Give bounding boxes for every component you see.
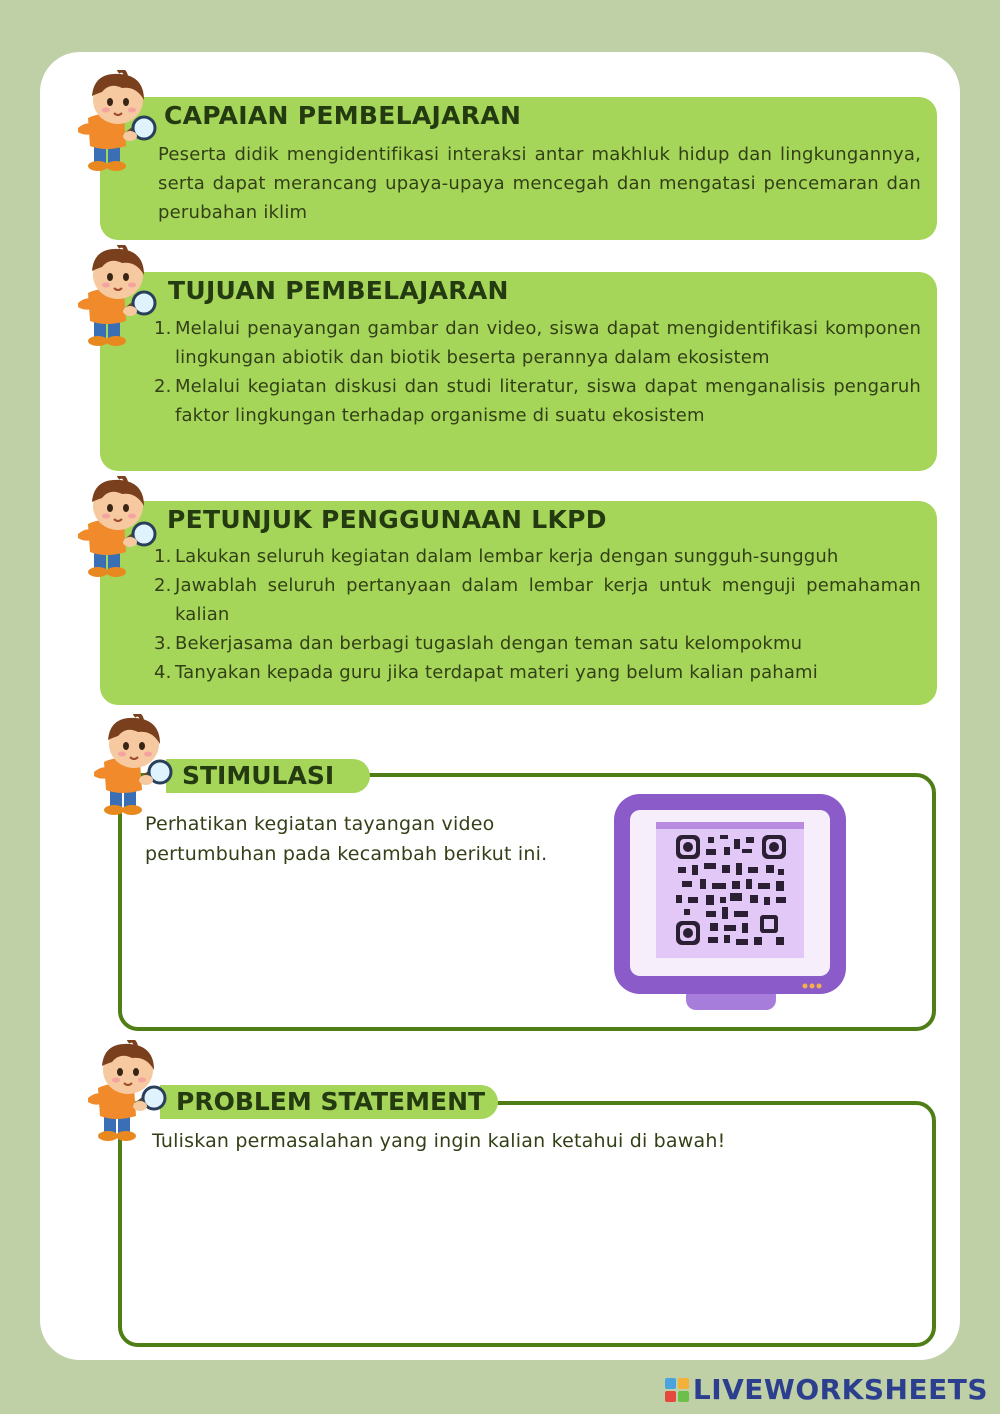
liveworksheets-logo-icon: [665, 1378, 689, 1402]
boy-with-magnifier-icon: [90, 714, 174, 818]
problem-text: Tuliskan permasalahan yang ingin kalian ketahui di bawah!: [152, 1130, 726, 1152]
brand-name: LIVEWORKSHEETS: [692, 1373, 988, 1406]
stimulasi-text-line2: pertumbuhan pada kecambah berikut ini.: [145, 843, 548, 865]
list-item: 2. Melalui kegiatan diskusi dan studi literatur, siswa dapat menganalisis pengaruh faktor lingkungan terhadap organisme di suatu ekosistem: [154, 376, 921, 426]
liveworksheets-logo: [665, 1373, 988, 1406]
capaian-text: Peserta didik mengidentifikasi interaksi antar makhluk hidup dan lingkungannya, serta dapat merancang upaya-upaya mencegah dan mengatasi pencemaran dan perubahan iklim: [158, 144, 921, 223]
list-item: 1. Melalui penayangan gambar dan video, siswa dapat mengidentifikasi komponen lingkungan abiotik dan biotik beserta perannya dalam ekosistem: [154, 318, 921, 368]
tujuan-title: TUJUAN PEMBELAJARAN: [168, 276, 509, 305]
answer-area[interactable]: [130, 1166, 922, 1336]
problem-title: PROBLEM STATEMENT: [160, 1085, 498, 1119]
capaian-title: CAPAIAN PEMBELAJARAN: [164, 101, 522, 130]
stimulasi-title: STIMULASI: [166, 759, 370, 793]
tujuan-list: [154, 314, 921, 430]
boy-with-magnifier-icon: [74, 245, 158, 349]
list-item: 4. Tanyakan kepada guru jika terdapat materi yang belum kalian pahami: [154, 662, 818, 683]
boy-with-magnifier-icon: [74, 70, 158, 174]
list-item: 3. Bekerjasama dan berbagi tugaslah dengan teman satu kelompokmu: [154, 633, 803, 654]
petunjuk-list: [154, 542, 921, 687]
qr-code-icon[interactable]: [676, 835, 786, 945]
boy-with-magnifier-icon: [74, 476, 158, 580]
list-item: 1. Lakukan seluruh kegiatan dalam lembar kerja dengan sungguh-sungguh: [154, 546, 839, 567]
list-item: 2. Jawablah seluruh pertanyaan dalam lembar kerja untuk menguji pemahaman kalian: [154, 575, 921, 625]
petunjuk-title: PETUNJUK PENGGUNAAN LKPD: [167, 505, 607, 534]
stimulasi-text-line1: Perhatikan kegiatan tayangan video: [145, 813, 495, 835]
